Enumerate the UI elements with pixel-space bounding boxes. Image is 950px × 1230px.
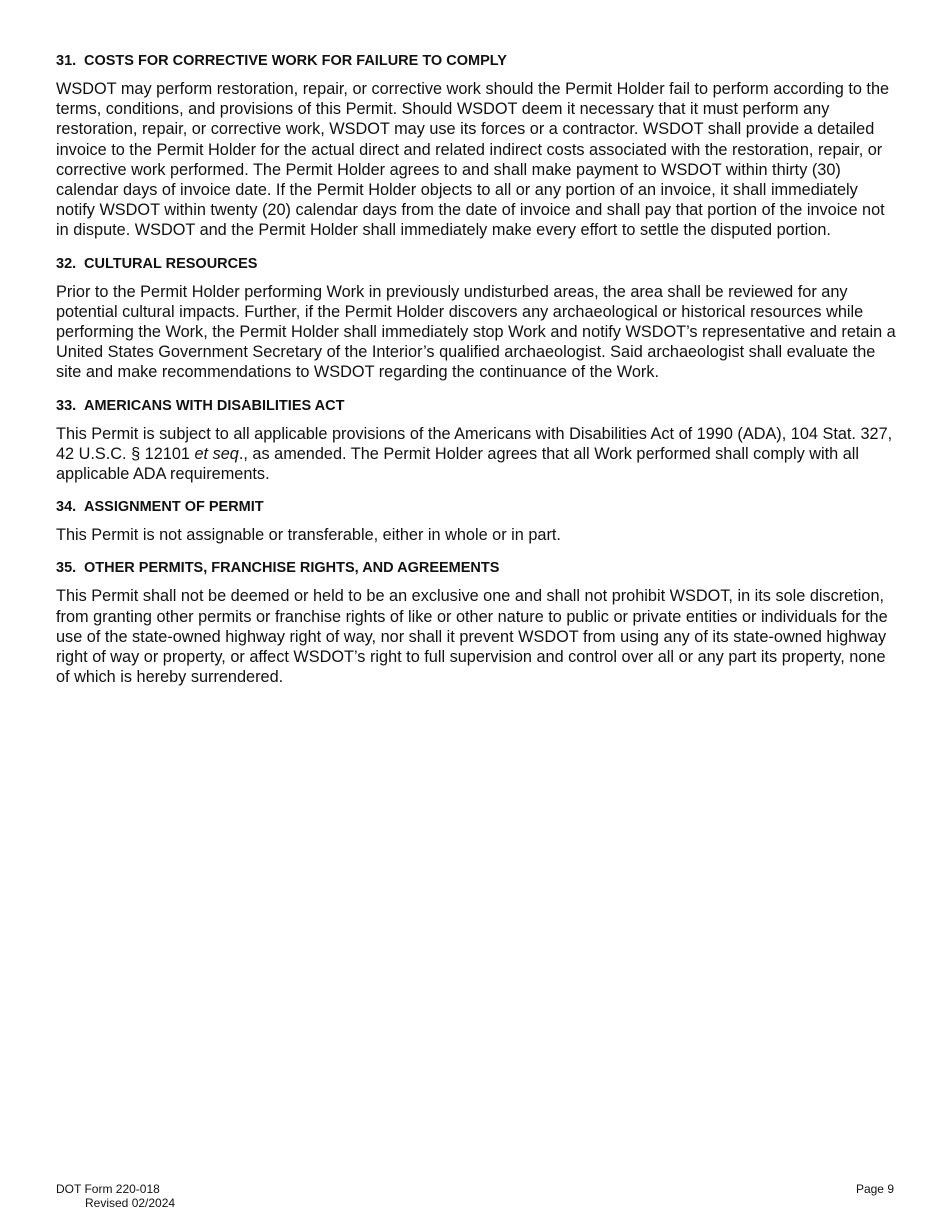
section-paragraph — [56, 424, 896, 485]
section-heading — [56, 52, 896, 70]
section-paragraph: This Permit is not assignable or transferable, either in whole or in part. — [56, 526, 561, 545]
section-number: 33. — [56, 397, 77, 414]
section-33 — [56, 397, 896, 485]
section-heading — [56, 397, 896, 415]
paragraph-italic-text: et seq — [194, 444, 239, 463]
section-heading — [56, 255, 896, 273]
section-title: AMERICANS WITH DISABILITIES ACT — [84, 397, 345, 414]
section-34 — [56, 498, 896, 545]
page-number: Page 9 — [855, 1182, 894, 1196]
section-31 — [56, 52, 896, 241]
section-title: COSTS FOR CORRECTIVE WORK FOR FAILURE TO COMPLY — [84, 53, 507, 69]
form-number: DOT Form 220-018 — [56, 1182, 160, 1196]
section-paragraph: This Permit shall not be deemed or held to be an exclusive one and shall not prohibit WSDOT, in its sole discretion, from granting other permits or franchise rights of like or other nature to public or private entities or individuals for the use of the state-owned highway right of way, nor shall it prevent WSDOT from using any of its state-owned highway right of way or property, or affect WSDOT’s right to full supervision and control over all or any part its property, none of which is hereby surrendered. — [56, 587, 888, 687]
document-body — [56, 52, 896, 701]
section-title: ASSIGNMENT OF PERMIT — [84, 499, 264, 516]
section-35 — [56, 559, 896, 687]
section-paragraph: WSDOT may perform restoration, repair, or corrective work should the Permit Holder fail to perform according to the terms, conditions, and provisions of this Permit. Should WSDOT deem it necessary that it must perform any restoration, repair, or corrective work, WSDOT may use its forces or a contractor. WSDOT shall provide a detailed invoice to the Permit Holder for the actual direct and related indirect costs associated with the restoration, repair, or corrective work performed. The Permit Holder agrees to and shall make payment to WSDOT within thirty (30) calendar days of invoice date. If the Permit Holder objects to all or any portion of an invoice, it shall immediately notify WSDOT within twenty (20) calendar days from the date of invoice and shall pay that portion of the invoice not in dispute. WSDOT and the Permit Holder shall immediately make every effort to settle the disputed portion. — [56, 80, 890, 240]
paragraph-text: ., as amended. The Permit Holder agrees that all Work performed shall comply with all applicable ADA requirements. — [56, 444, 860, 484]
section-number: 31. — [56, 53, 77, 69]
section-heading — [56, 559, 896, 577]
paragraph-text: This Permit is subject to all applicable provisions of the Americans with Disabilities Act of 1990 (ADA), 104 Stat. 327, 42 U.S.C. § 12101 — [56, 424, 893, 463]
section-title: CULTURAL RESOURCES — [84, 255, 258, 272]
form-footer — [56, 1182, 175, 1210]
section-heading — [56, 498, 896, 516]
section-32 — [56, 255, 896, 383]
revision-date: Revised 02/2024 — [85, 1196, 176, 1210]
section-number: 35. — [56, 560, 77, 577]
section-paragraph: Prior to the Permit Holder performing Work in previously undisturbed areas, the area shall be reviewed for any potential cultural impacts. Further, if the Permit Holder discovers any archaeological or historical resources while performing the Work, the Permit Holder shall immediately stop Work and notify WSDOT’s representative and retain a United States Government Secretary of the Interior’s qualified archaeologist. Said archaeologist shall evaluate the site and make recommendations to WSDOT regarding the continuance of the Work. — [56, 282, 896, 382]
section-number: 34. — [56, 499, 77, 516]
section-number: 32. — [56, 255, 77, 272]
section-title: OTHER PERMITS, FRANCHISE RIGHTS, AND AGREEMENTS — [84, 560, 500, 577]
